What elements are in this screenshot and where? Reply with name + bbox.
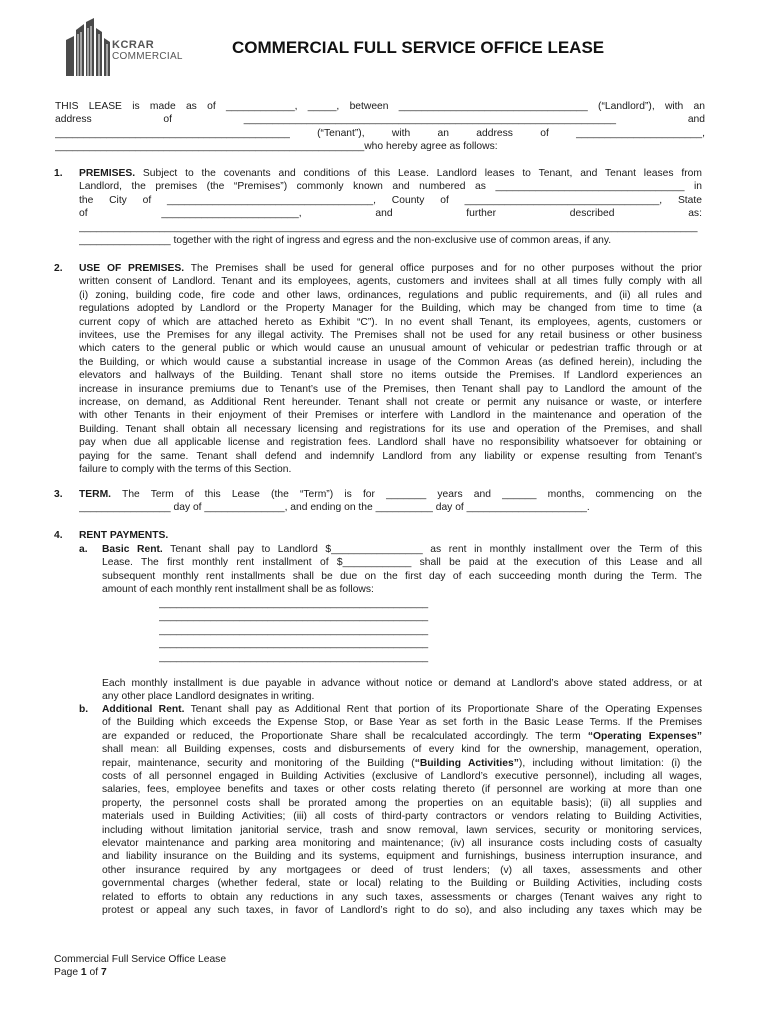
intro-address-label: address bbox=[55, 114, 92, 126]
section-premises bbox=[54, 167, 702, 247]
basic-rent-line-4: amount of each monthly rent installment shall be as follows: bbox=[102, 584, 374, 596]
add-rent-line: property, the personnel costs shall be prorated among the properties on an equitable basis); (ii) all supplies and bbox=[102, 797, 702, 809]
add-rent-text: repair, maintenance, security and monitoring of the Building ( bbox=[102, 757, 415, 769]
basic-rent-line-1 bbox=[102, 543, 702, 556]
add-rent-line: other insurance required by any mortgagees or deed of trust lenders; (v) all taxes, assessments and other bbox=[102, 864, 702, 876]
subsection-heading: Basic Rent. bbox=[102, 544, 163, 555]
use-line: pay when due all applicable license and registration fees. Landlord shall have no responsibility whatsoever for obtaining or bbox=[79, 437, 702, 449]
add-rent-line: salaries, fees, employee benefits and taxes or other costs relating thereto (if personnel are working at more than one bbox=[102, 784, 702, 796]
premises-line-6: ________________ together with the right of ingress and egress and the non-exclusive use of common areas, if any. bbox=[79, 235, 612, 247]
rent-schedule-blank: _______________________________________________ bbox=[159, 651, 429, 663]
section-number: 4. bbox=[54, 530, 63, 541]
add-rent-text: Tenant shall pay as Additional Rent that portion of its Proportionate Share of the Operating Expenses bbox=[184, 704, 702, 715]
page-label: Page bbox=[54, 967, 81, 978]
term-line-1 bbox=[79, 488, 702, 501]
add-rent-line: and liability insurance on the Building and its systems, equipment and furnishings, business interruption insurance, and bbox=[102, 851, 702, 863]
subsection-heading: Additional Rent. bbox=[102, 704, 185, 715]
premises-line-2: Landlord, the premises (the “Premises”) commonly known and numbered as _________________________________ in bbox=[79, 181, 702, 193]
total-pages: 7 bbox=[100, 967, 107, 978]
building-logo-icon bbox=[64, 18, 112, 76]
subsection-basic-rent bbox=[79, 543, 702, 597]
use-line: regulations adopted by Landlord or the Property Manager for the Building, which may be changed from time to time (a bbox=[79, 303, 702, 315]
intro-line-3: _________________________________________ (“Tenant”), with an address of ______________________, bbox=[55, 127, 705, 139]
add-rent-line-2: of the Building which exceeds the Expense Stop, or Base Year as set forth in the Basic Lease Terms. If the Premises bbox=[102, 717, 702, 729]
section-use-of-premises bbox=[54, 262, 702, 477]
intro-line-1: THIS LEASE is made as of ____________, _____, between _________________________________ (“Landlord”), with an bbox=[55, 101, 705, 112]
add-rent-line: costs of all personnel engaged in Building Activities (exclusive of Landlord’s executive personnel), including all wages, bbox=[102, 771, 702, 783]
intro-address-blank: _________________________________________________________________ bbox=[243, 114, 617, 126]
intro-line-2 bbox=[55, 113, 705, 126]
premises-word: of bbox=[79, 208, 88, 220]
use-line-last: failure to comply with the terms of this Section. bbox=[79, 464, 292, 476]
installment-paragraph bbox=[102, 677, 702, 704]
page-of-label: of bbox=[86, 967, 101, 978]
defined-term: “Building Activities” bbox=[414, 757, 519, 769]
subsection-label: b. bbox=[79, 704, 89, 715]
section-heading: PREMISES. bbox=[79, 168, 136, 179]
section-number: 3. bbox=[54, 489, 63, 500]
use-line: elevators and hallways of the Building. Tenant shall store no items outside the Premises. If Landlord experiences an bbox=[79, 370, 702, 382]
use-line-1 bbox=[79, 262, 702, 275]
defined-term: “Operating Expenses” bbox=[587, 730, 702, 742]
kcrar-commercial-logo bbox=[64, 18, 184, 76]
rent-schedule-blank: _______________________________________________ bbox=[159, 598, 429, 609]
rent-schedule-blanks bbox=[159, 597, 455, 664]
add-rent-line: materials used in Building Activities; (iii) all costs of third-party contractors or vendors relating to Building Activities, bbox=[102, 811, 702, 823]
basic-rent-text: Tenant shall pay to Landlord $________________ as rent in monthly installment over the Term of this bbox=[162, 544, 702, 555]
use-line: increase in insurance premiums due to Tenant’s use of the Premises, then Tenant shall pay to Landlord the amount of the bbox=[79, 383, 702, 395]
rent-schedule-blank: _______________________________________________ bbox=[159, 611, 429, 623]
term-text: The Term of this Lease (the “Term”) is for _______ years and ______ months, commencing on the bbox=[111, 489, 702, 500]
add-rent-line-5 bbox=[102, 757, 702, 770]
installment-line-2: any other place Landlord designates in writing. bbox=[102, 691, 315, 703]
premises-line-1 bbox=[79, 167, 702, 180]
rent-schedule-blank: _______________________________________________ bbox=[159, 638, 429, 650]
add-rent-line: including without limitation janitorial service, trash and snow removal, lawn services, security or monitoring services, bbox=[102, 824, 702, 836]
use-line: the Building, or which would cause a substantial increase in usage of the Common Areas (as defined herein), including the bbox=[79, 356, 702, 368]
section-term bbox=[54, 488, 702, 515]
use-line: current copy of which are attached hereto as Exhibit “C”). In no event shall Tenant, its employees, agents, customers or bbox=[79, 316, 702, 328]
page-number bbox=[54, 966, 226, 979]
add-rent-line: governmental charges (whether federal, state or local) relating to the Building or Building Activities, including costs bbox=[102, 878, 702, 890]
page-footer bbox=[54, 953, 226, 979]
use-line: Building. Tenant shall obtain all necessary licensing and registrations for its use and operation of the Premises, and shall bbox=[79, 423, 702, 435]
logo-line-1: KCRAR bbox=[112, 39, 155, 51]
premises-word: described bbox=[569, 208, 615, 220]
premises-line-5: ____________________________________________________________________________________________________________ bbox=[79, 221, 698, 233]
intro-paragraph bbox=[55, 100, 705, 154]
use-line: which caters to the general public or which would cause an unusual amount of vehicular or pedestrian traffic through or at bbox=[79, 343, 702, 355]
add-rent-text: ), including without limitation: (i) the bbox=[518, 757, 702, 769]
use-line: with other Tenants in their enjoyment of their Premises or interfere with Landlord in the maintenance and operation of the bbox=[79, 410, 702, 422]
section-heading: TERM. bbox=[79, 489, 112, 500]
section-rent-payments bbox=[54, 529, 702, 542]
intro-of-label: of bbox=[163, 114, 173, 126]
premises-text: Subject to the covenants and conditions of this Lease. Landlord leases to Tenant, and Tenant leases from bbox=[135, 168, 702, 179]
add-rent-text: are expanded or reduced, the Proportionate Share shall be recalculated accordingly. The term bbox=[102, 730, 588, 742]
section-number: 1. bbox=[54, 168, 63, 179]
subsection-additional-rent bbox=[79, 703, 702, 918]
section-number: 2. bbox=[54, 263, 63, 274]
use-line: written consent of Landlord. Tenant and its employees, agents, customers and invitees shall at all times fully comply with all bbox=[79, 276, 702, 288]
premises-line-3: the City of ____________________________________, County of __________________________________, State bbox=[79, 194, 702, 206]
document-title: COMMERCIAL FULL SERVICE OFFICE LEASE bbox=[232, 38, 605, 57]
add-rent-line-4: shall mean: all Building expenses, costs and disbursements of every kind for the ownership, management, operation, bbox=[102, 744, 702, 756]
installment-line-1: Each monthly installment is due payable in advance without notice or demand at Landlord’s above stated address, or at bbox=[102, 678, 702, 689]
use-line: increase, on demand, as Additional Rent hereunder. Tenant shall not create or permit any nuisance or waste, or interfere bbox=[79, 397, 702, 409]
basic-rent-line-2: Lease. The first monthly rent installment of $____________ shall be paid at the execution of this Lease and all bbox=[102, 557, 702, 569]
basic-rent-line-3: subsequent monthly rent installments shall be due on the first day of each succeeding month during the Term. The bbox=[102, 570, 702, 582]
premises-word: further bbox=[466, 208, 497, 220]
term-line-2: ________________ day of ______________, and ending on the __________ day of _____________________. bbox=[79, 502, 590, 514]
section-heading: USE OF PREMISES. bbox=[79, 263, 185, 274]
premises-word: and bbox=[375, 208, 393, 220]
footer-title: Commercial Full Service Office Lease bbox=[54, 954, 227, 965]
section-heading: RENT PAYMENTS. bbox=[79, 530, 169, 541]
use-line: invitees, use the Premises for any illegal activity. The Premises shall not be used for any retail business or other business bbox=[79, 330, 702, 342]
logo-line-2: COMMERCIAL bbox=[112, 51, 183, 62]
add-rent-line: protest or appeal any such taxes, in favor of Landlord’s right to do so), and also including any taxes which may be bbox=[102, 905, 702, 917]
intro-and-label: and bbox=[687, 114, 705, 126]
premises-line-4 bbox=[79, 207, 702, 220]
premises-blank: ________________________, bbox=[161, 208, 302, 220]
add-rent-line: elevator maintenance and parking area monitoring and maintenance; (iv) all insurance costs including costs of casualty bbox=[102, 838, 702, 850]
current-page: 1 bbox=[80, 967, 87, 978]
intro-line-4: ______________________________________________________who hereby agree as follows: bbox=[55, 141, 498, 153]
use-line: (i) zoning, building code, fire code and other laws, ordinances, regulations and public requirements, and (ii) all rules and bbox=[79, 289, 702, 301]
use-text: The Premises shall be used for general office purposes and for no other purposes without the prior bbox=[184, 263, 702, 274]
add-rent-line-3 bbox=[102, 730, 702, 743]
premises-word: as: bbox=[688, 208, 702, 220]
add-rent-line-1 bbox=[102, 703, 702, 716]
add-rent-line: related to efforts to obtain any reductions in any such taxes, assessments or charges (Tenant waives any right to bbox=[102, 891, 702, 903]
rent-schedule-blank: _______________________________________________ bbox=[159, 624, 429, 636]
use-line: paying for the same. Tenant shall defend and indemnify Landlord from any liability or expense resulting from Tenant’s bbox=[79, 450, 702, 462]
subsection-label: a. bbox=[79, 544, 88, 555]
